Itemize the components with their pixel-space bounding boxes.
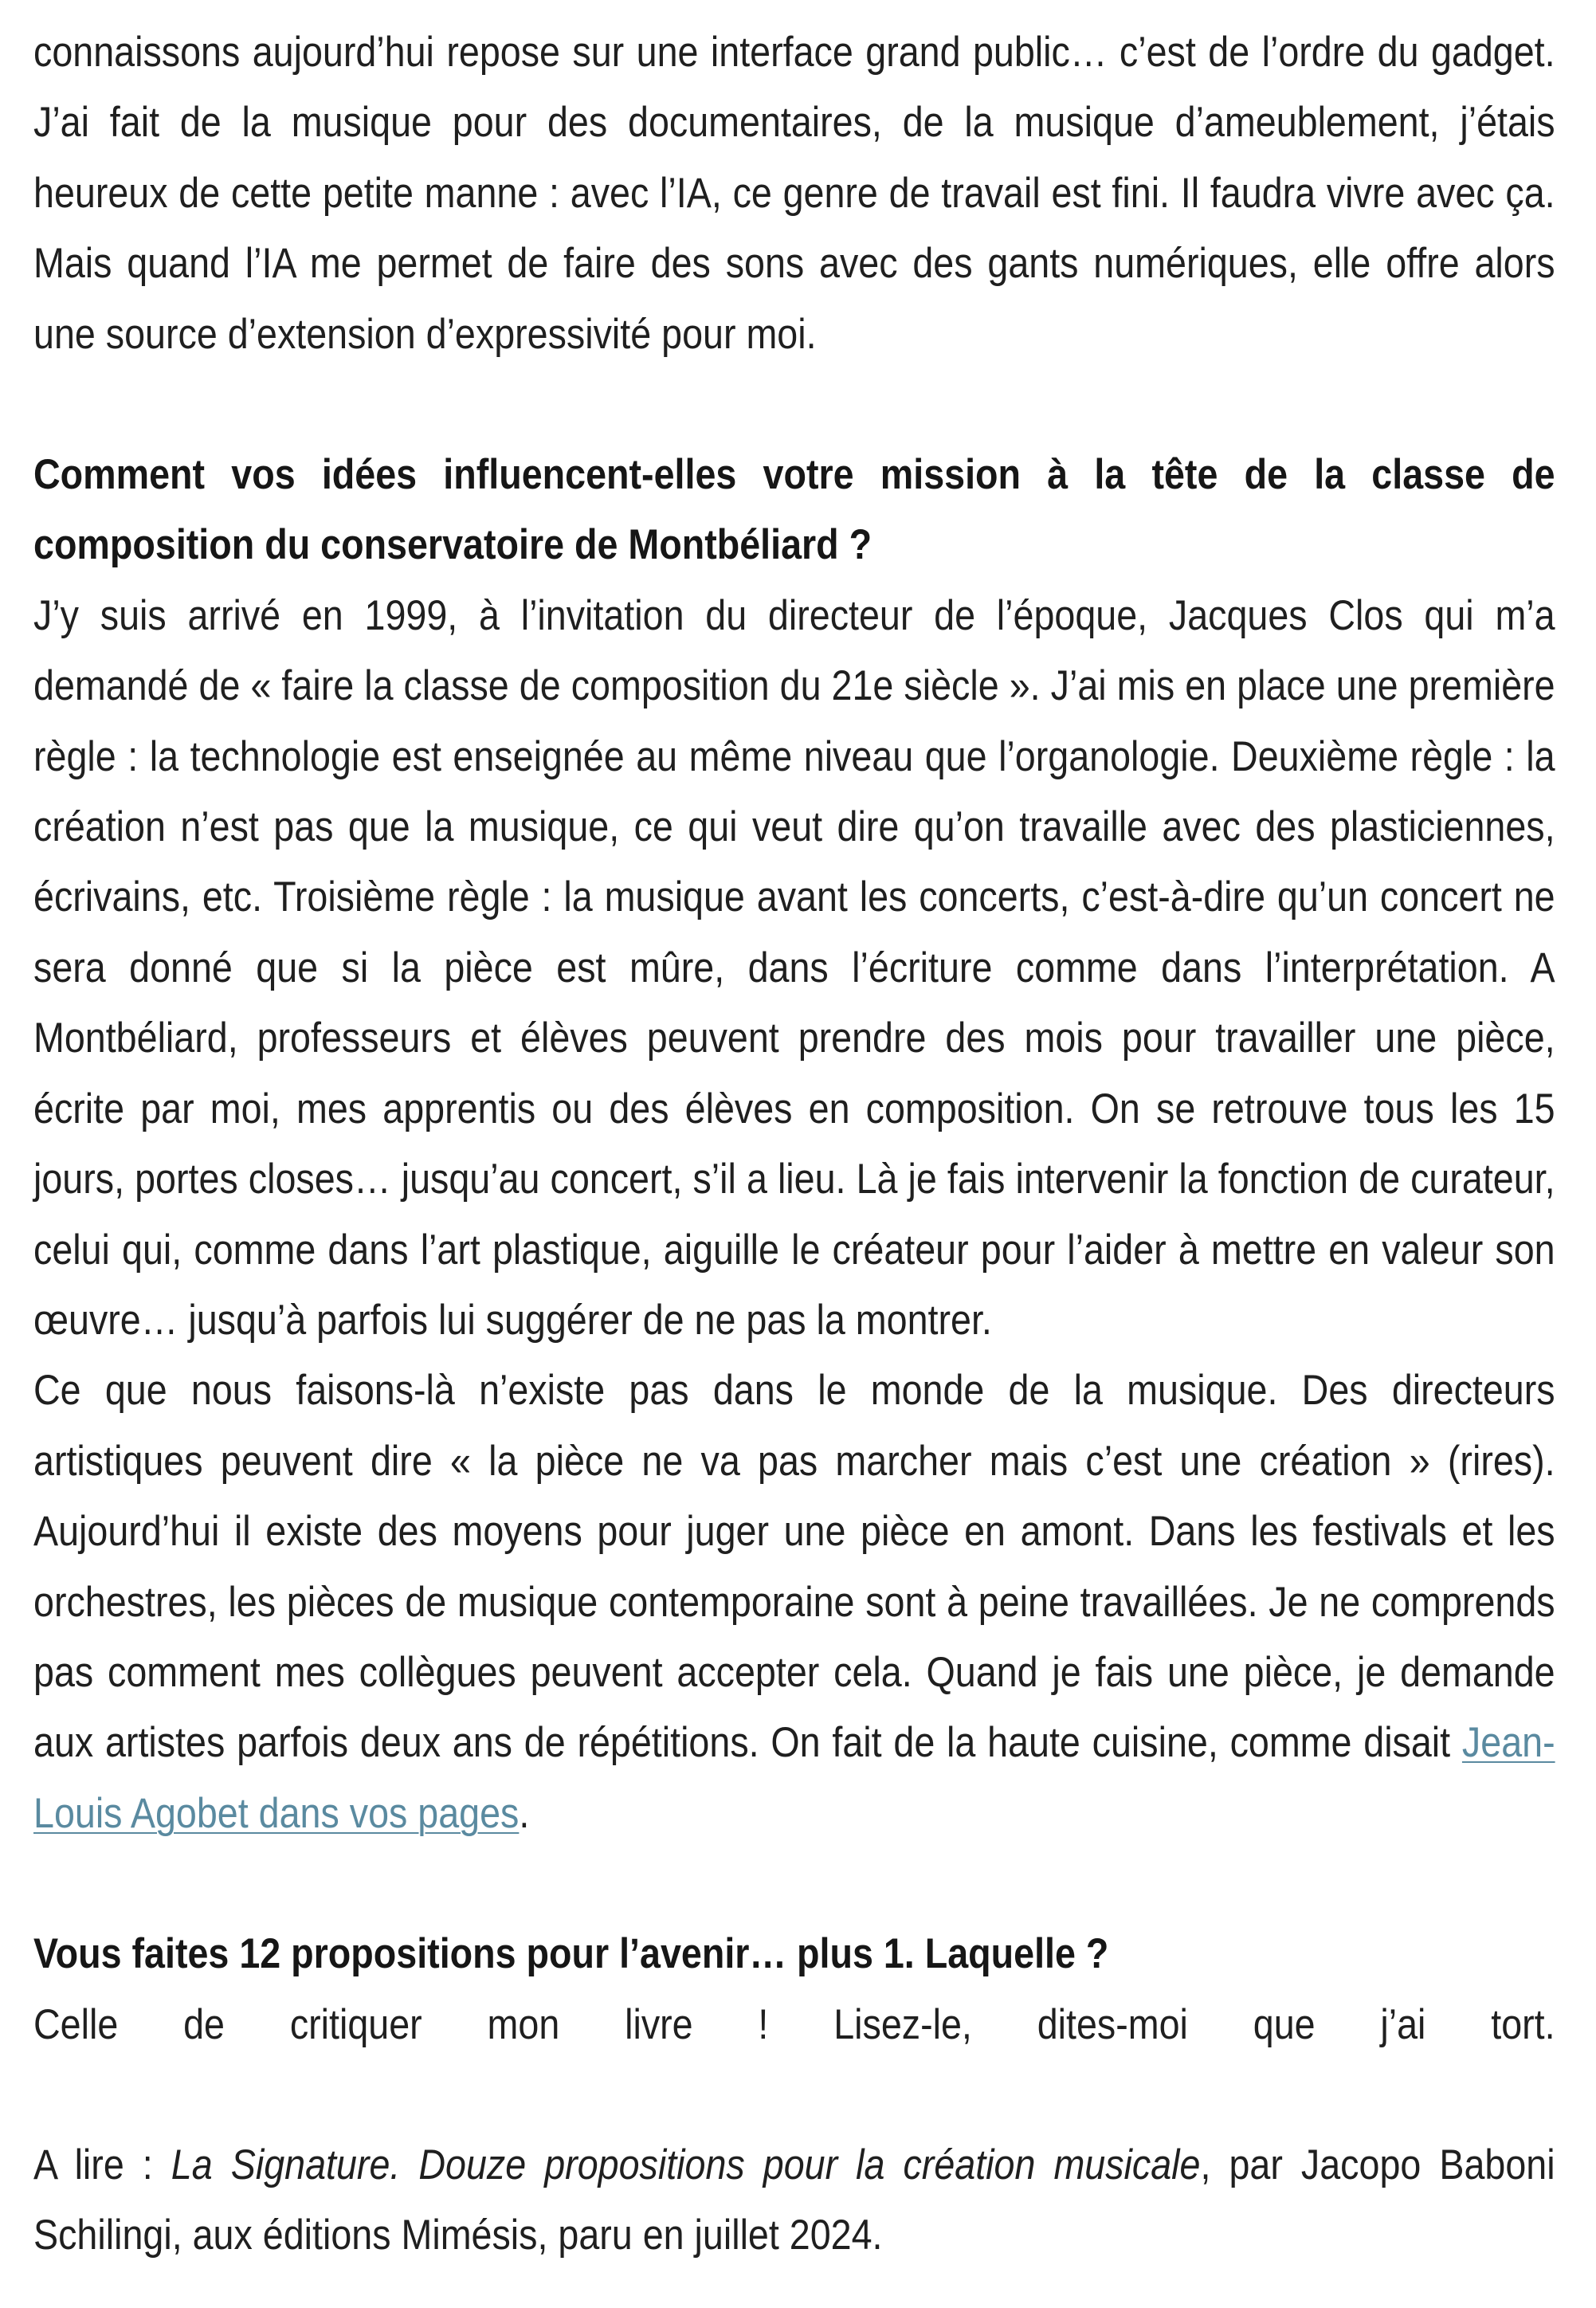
answer-1-paragraph-a: J’y suis arrivé en 1999, à l’invitation du directeur de l’époque, Jacques Clos qui m’a demandé de « faire la classe de composition du 21e siècle ». J’ai mis en place une première règle : la technologie est enseignée au même niveau que l’organologie. Deuxième règle : la création n’est pas que la musique, ce qui veut dire qu’on travaille avec des plasticiennes, écrivains, etc. Troisième règle : la musique avant les concerts, c’est-à-dire qu’un concert ne sera donné que si la pièce est mûre, dans l’écriture comme dans l’interprétation. A Montbéliard, professeurs et élèves peuvent prendre des mois pour travailler une pièce, écrite par moi, mes apprentis ou des élèves en composition. On se retrouve tous les 15 jours, portes closes… jusqu’au concert, s’il a lieu. Là je fais intervenir la fonction de curateur, celui qui, comme dans l’art plastique, aiguille le créateur pour l’aider à mettre en valeur son œuvre… jusqu’à parfois lui suggérer de ne pas la montrer. xyxy=(33,591,1555,1344)
answer-1b-end: . xyxy=(519,1789,530,1837)
reading-suffix: , par Jacopo Baboni Schilingi, aux éditions Mimésis, paru en juillet 2024. xyxy=(33,2141,1555,2259)
intro-paragraph: connaissons aujourd’hui repose sur une interface grand public… c’est de l’ordre du gadget. J’ai fait de la musique pour des documentaires, de la musique d’ameublement, j’étais heureux de cette petite manne : avec l’IA, ce genre de travail est fini. Il faudra vivre avec ça. Mais quand l’IA me permet de faire des sons avec des gants numériques, elle offre alors une source d’extension d’expressivité pour moi. xyxy=(33,29,1555,358)
paragraph-spacer xyxy=(33,370,1555,440)
article-body xyxy=(33,18,1555,2271)
interview-question-1: Comment vos idées influencent-elles votre mission à la tête de la classe de composition du conservatoire de Montbéliard ? xyxy=(33,451,1555,569)
paragraph-spacer xyxy=(33,1849,1555,1919)
answer-2-paragraph: Celle de critiquer mon livre ! Lisez-le, dites-moi que j’ai tort. xyxy=(33,2000,1555,2048)
interview-question-2: Vous faites 12 propositions pour l’avenir… plus 1. Laquelle ? xyxy=(33,1930,1109,1978)
reading-prefix: A lire : xyxy=(33,2141,171,2188)
book-title: La Signature. Douze propositions pour la création musicale xyxy=(171,2141,1201,2188)
agobet-article-link[interactable]: Jean-Louis Agobet dans vos pages xyxy=(33,1719,1555,1837)
answer-1b-text: Ce que nous faisons-là n’existe pas dans le monde de la musique. Des directeurs artistiques peuvent dire « la pièce ne va pas marcher mais c’est une création » (rires). Aujourd’hui il existe des moyens pour juger une pièce en amont. Dans les festivals et les orchestres, les pièces de musique contemporaine sont à peine travaillées. Je ne comprends pas comment mes collègues peuvent accepter cela. Quand je fais une pièce, je demande aux artistes parfois deux ans de répétitions. On fait de la haute cuisine, comme disait xyxy=(33,1367,1555,1767)
reading-reference xyxy=(33,2130,1555,2271)
answer-1-paragraph-b xyxy=(33,1356,1555,1849)
paragraph-spacer xyxy=(33,2060,1555,2130)
